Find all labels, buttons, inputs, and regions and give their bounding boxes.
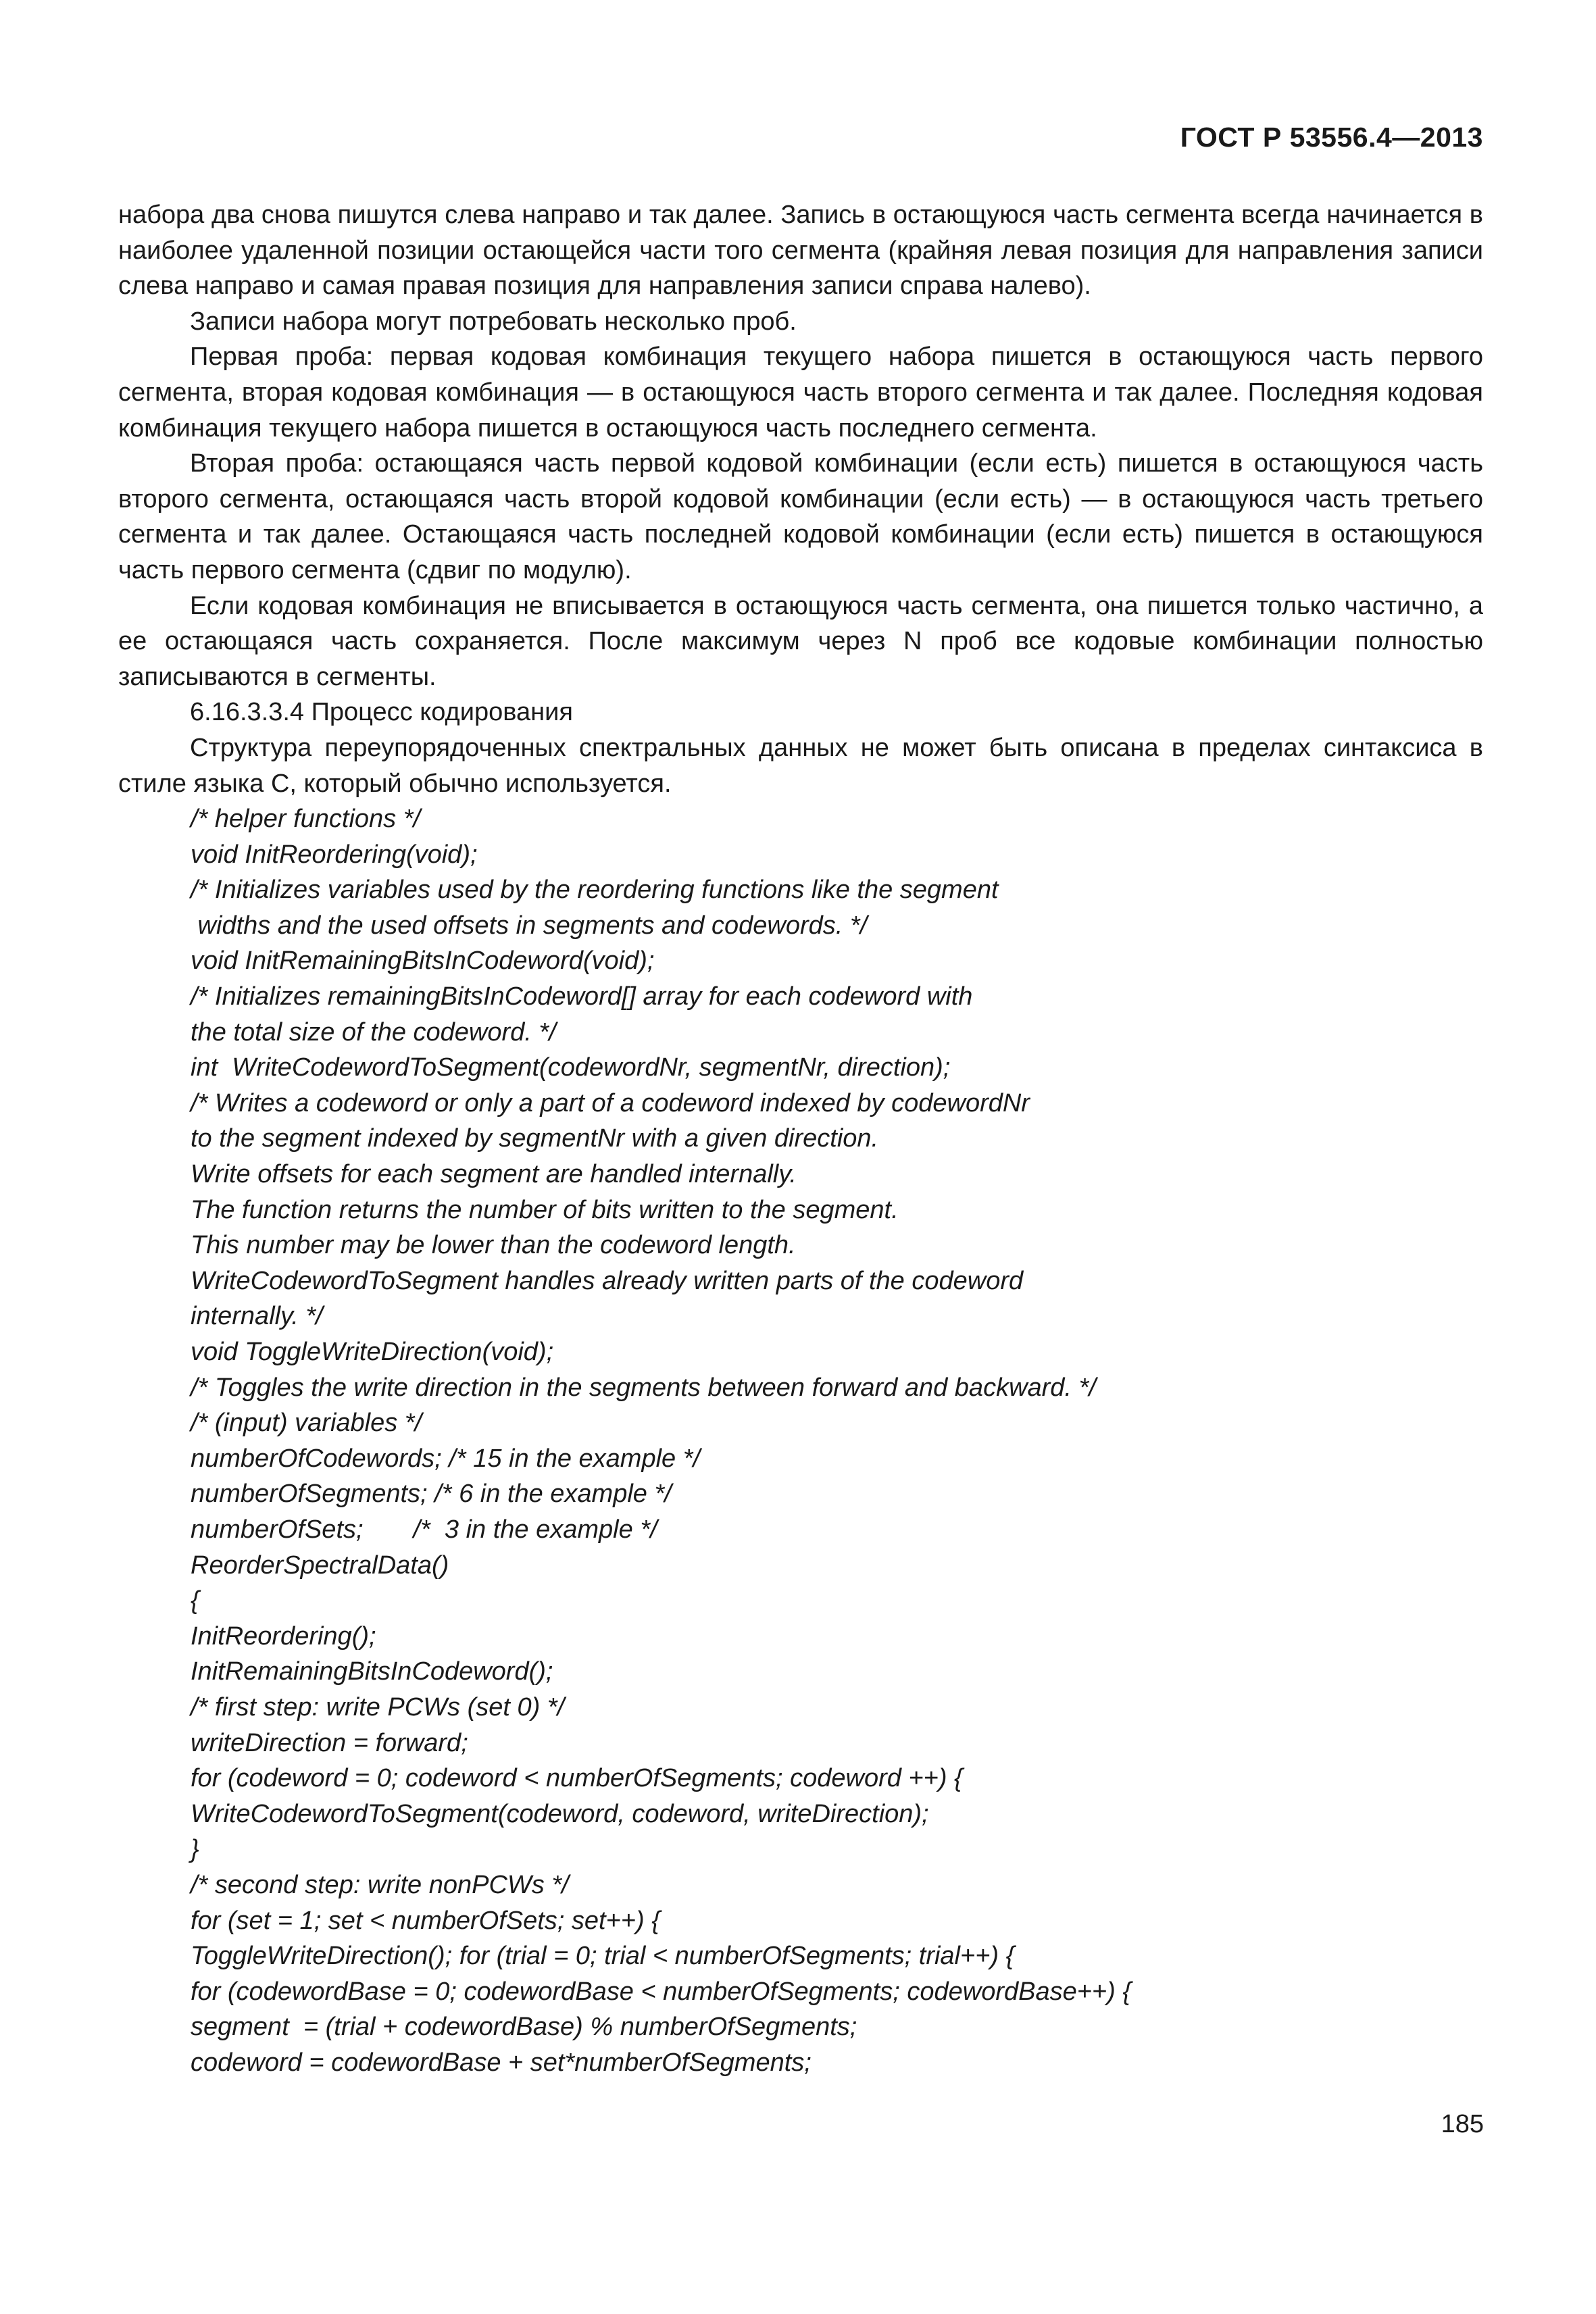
code-line: void InitRemainingBitsInCodeword(void); [191, 947, 655, 976]
body-paragraph: набора два снова пишутся слева направо и так далее. Запись в остающуюся часть сегмента всегда начинается в наиболее удаленной позиции остающейся части того сегмента (крайняя левая позиция для направления записи слева направо и самая правая позиция для направления записи справа налево). [118, 201, 1483, 301]
body-paragraph: Если кодовая комбинация не вписывается в остающуюся часть сегмента, она пишется только частично, а ее остающаяся часть сохраняется. После максимум через N проб все кодовые комбинации полностью записываются в сегменты. [118, 591, 1483, 691]
code-line: /* helper functions */ [191, 805, 421, 834]
code-line: WriteCodewordToSegment(codeword, codeword, writeDirection); [191, 1799, 929, 1828]
code-line: codeword = codewordBase + set*numberOfSegments; [191, 2048, 812, 2077]
code-line: ReorderSpectralData() [191, 1551, 449, 1580]
code-listing [118, 801, 1483, 2080]
code-line: to the segment indexed by segmentNr with a given direction. [191, 1124, 879, 1153]
code-line: widths and the used offsets in segments and codewords. */ [191, 911, 868, 940]
code-line: internally. */ [191, 1302, 323, 1331]
code-line: /* Toggles the write direction in the segments between forward and backward. */ [191, 1373, 1096, 1402]
code-line: This number may be lower than the codeword length. [191, 1231, 796, 1260]
code-line: The function returns the number of bits written to the segment. [191, 1195, 899, 1224]
code-line: /* second step: write nonPCWs */ [191, 1870, 569, 1899]
body-paragraph: Первая проба: первая кодовая комбинация текущего набора пишется в остающуюся часть первого сегмента, вторая кодовая комбинация — в остающуюся часть второго сегмента и так далее. Последняя кодовая комбинация текущего набора пишется в остающуюся часть последнего сегмента. [118, 343, 1483, 443]
code-line: for (codewordBase = 0; codewordBase < numberOfSegments; codewordBase++) { [191, 1977, 1132, 2006]
code-line: void InitReordering(void); [191, 840, 478, 869]
code-line: writeDirection = forward; [191, 1728, 468, 1757]
code-line: /* first step: write PCWs (set 0) */ [191, 1692, 565, 1721]
page-content [118, 197, 1483, 2080]
code-line: for (set = 1; set < numberOfSets; set++) { [191, 1906, 660, 1935]
document-header: ГОСТ Р 53556.4—2013 [1180, 122, 1483, 153]
code-line: Write offsets for each segment are handled internally. [191, 1160, 797, 1189]
body-paragraph: Вторая проба: остающаяся часть первой кодовой комбинации (если есть) пишется в остающуюся часть второго сегмента, остающаяся часть второй кодовой комбинации (если есть) — в остающуюся часть третьего сегмента и так далее. Остающаяся часть последней кодовой комбинации (если есть) пишется в остающуюся часть первого сегмента (сдвиг по модулю). [118, 449, 1483, 584]
paragraphs-block [118, 197, 1483, 801]
code-line: segment = (trial + codewordBase) % numberOfSegments; [191, 2013, 857, 2042]
body-paragraph: Структура переупорядоченных спектральных данных не может быть описана в пределах синтаксиса в стиле языка C, который обычно используется. [118, 733, 1483, 798]
code-line: the total size of the codeword. */ [191, 1017, 556, 1047]
code-line: WriteCodewordToSegment handles already written parts of the codeword [191, 1266, 1024, 1295]
code-line: /* Initializes remainingBitsInCodeword[] array for each codeword with [191, 982, 973, 1011]
code-line: InitReordering(); [191, 1621, 376, 1651]
code-line: /* Writes a codeword or only a part of a codeword indexed by codewordNr [191, 1088, 1030, 1117]
body-paragraph: Записи набора могут потребовать несколько проб. [190, 307, 797, 336]
code-line: void ToggleWriteDirection(void); [191, 1338, 554, 1366]
code-line: numberOfCodewords; /* 15 in the example */ [191, 1444, 701, 1473]
code-line: } [191, 1835, 199, 1864]
page-number: 185 [1441, 2110, 1484, 2138]
code-line: /* Initializes variables used by the reordering functions like the segment [191, 876, 999, 905]
code-line: numberOfSegments; /* 6 in the example */ [191, 1480, 672, 1509]
code-line: int WriteCodewordToSegment(codewordNr, segmentNr, direction); [191, 1053, 951, 1082]
code-line: numberOfSets; /* 3 in the example */ [191, 1515, 657, 1544]
code-line: /* (input) variables */ [191, 1409, 422, 1438]
code-line: InitRemainingBitsInCodeword(); [191, 1657, 553, 1686]
body-paragraph: 6.16.3.3.4 Процесс кодирования [190, 698, 573, 727]
code-line: ToggleWriteDirection(); for (trial = 0; trial < numberOfSegments; trial++) { [191, 1942, 1015, 1971]
code-line: { [191, 1586, 199, 1615]
code-line: for (codeword = 0; codeword < numberOfSegments; codeword ++) { [191, 1764, 963, 1793]
